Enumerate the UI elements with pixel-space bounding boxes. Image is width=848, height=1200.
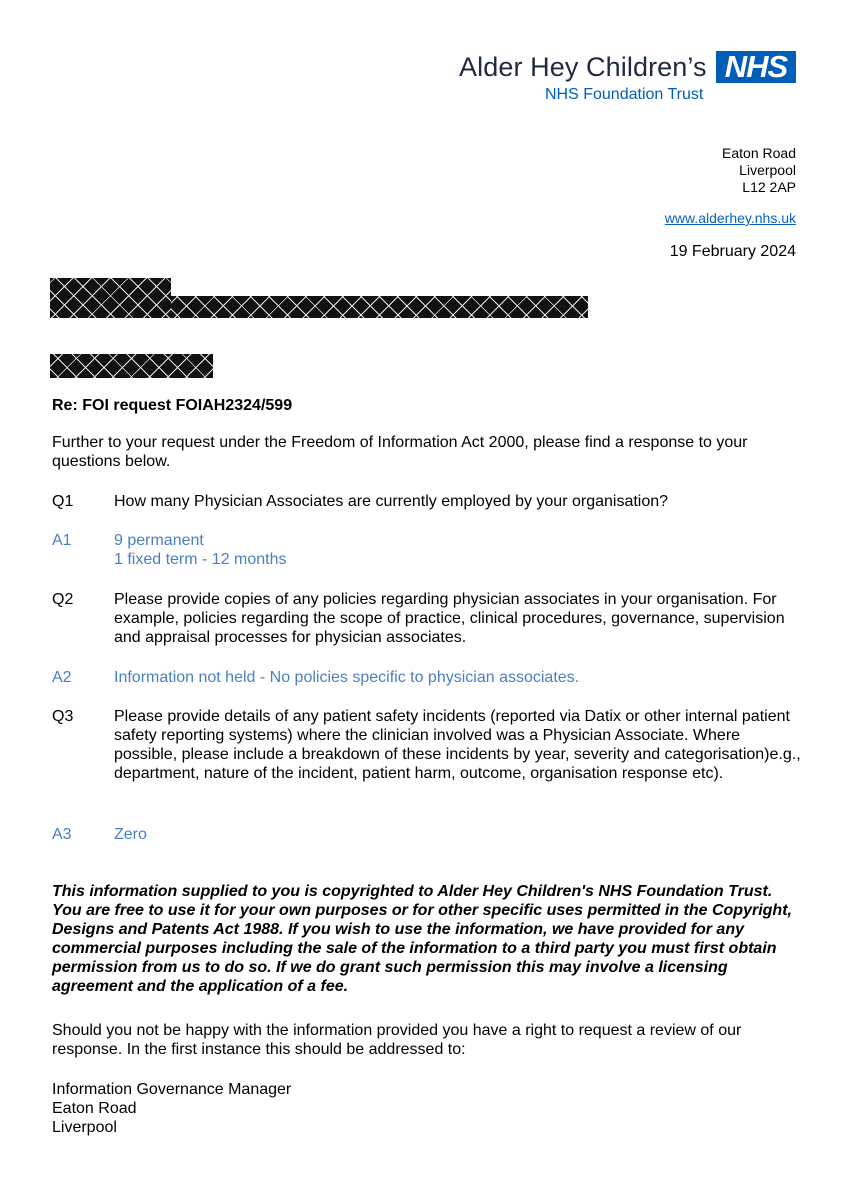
- answer-text: [114, 825, 804, 844]
- answer-label: A3: [52, 826, 72, 843]
- address-line: Liverpool: [52, 1119, 117, 1136]
- redaction-block: [171, 296, 588, 318]
- address-line: Liverpool: [739, 162, 796, 178]
- answer-text: [114, 668, 804, 687]
- answer-line: 9 permanent: [114, 532, 204, 549]
- answer-label: A2: [52, 669, 72, 686]
- nhs-logo: NHS: [716, 51, 796, 83]
- trust-name: NHS Foundation Trust: [545, 86, 704, 103]
- answer-line: Information not held - No policies specific to physician associates.: [114, 669, 580, 686]
- copyright-notice: This information supplied to you is copyrighted to Alder Hey Children's NHS Foundation Trust. You are free to use it for your own purposes or for other specific uses permitted in the Copyright, Designs and Patents Act 1988. If you wish to use the information, we have provided for any commercial purposes including the sale of the information to a third party you must first obtain permission from us to do so. If we do grant such permission this may involve a licensing agreement and the application of a fee.: [52, 883, 792, 995]
- question-label: Q1: [52, 493, 74, 510]
- question-line: How many Physician Associates are currently employed by your organisation?: [114, 493, 669, 510]
- intro-paragraph: Further to your request under the Freedom of Information Act 2000, please find a response to your questions below.: [52, 434, 748, 470]
- question-text: [114, 707, 804, 783]
- sender-address: [722, 145, 796, 196]
- website-link[interactable]: www.alderhey.nhs.uk: [664, 210, 796, 226]
- question-line: Please provide copies of any policies regarding physician associates in your organisation. For example, policies regarding the scope of practice, clinical procedures, governance, supervision and appraisal processes for physician associates.: [114, 591, 785, 646]
- address-line: Eaton Road: [52, 1100, 137, 1117]
- question-label: Q3: [52, 708, 74, 725]
- answer-text: [114, 531, 804, 569]
- answer-label: A1: [52, 532, 72, 549]
- address-line: L12 2AP: [742, 179, 796, 195]
- subject-line: Re: FOI request FOIAH2324/599: [52, 397, 293, 414]
- org-name: Alder Hey Children’s: [459, 52, 707, 82]
- review-paragraph: Should you not be happy with the information provided you have a right to request a review of our response. In the first instance this should be addressed to:: [52, 1022, 742, 1058]
- question-text: [114, 590, 804, 647]
- question-text: [114, 492, 804, 511]
- review-address: [52, 1080, 802, 1137]
- question-line: Please provide details of any patient safety incidents (reported via Datix or other internal patient safety reporting systems) where the clinician involved was a Physician Associate. Where possible, please include a breakdown of these incidents by year, severity and categorisation)e.g., department, nature of the incident, patient harm, outcome, organisation response etc).: [114, 708, 801, 782]
- address-line: Eaton Road: [722, 145, 796, 161]
- answer-line: Zero: [114, 826, 147, 843]
- redaction-block: [50, 354, 213, 378]
- redaction-block: [50, 278, 171, 318]
- address-line: Information Governance Manager: [52, 1081, 292, 1098]
- letter-date: 19 February 2024: [669, 243, 796, 260]
- answer-line: 1 fixed term - 12 months: [114, 551, 287, 568]
- question-label: Q2: [52, 591, 74, 608]
